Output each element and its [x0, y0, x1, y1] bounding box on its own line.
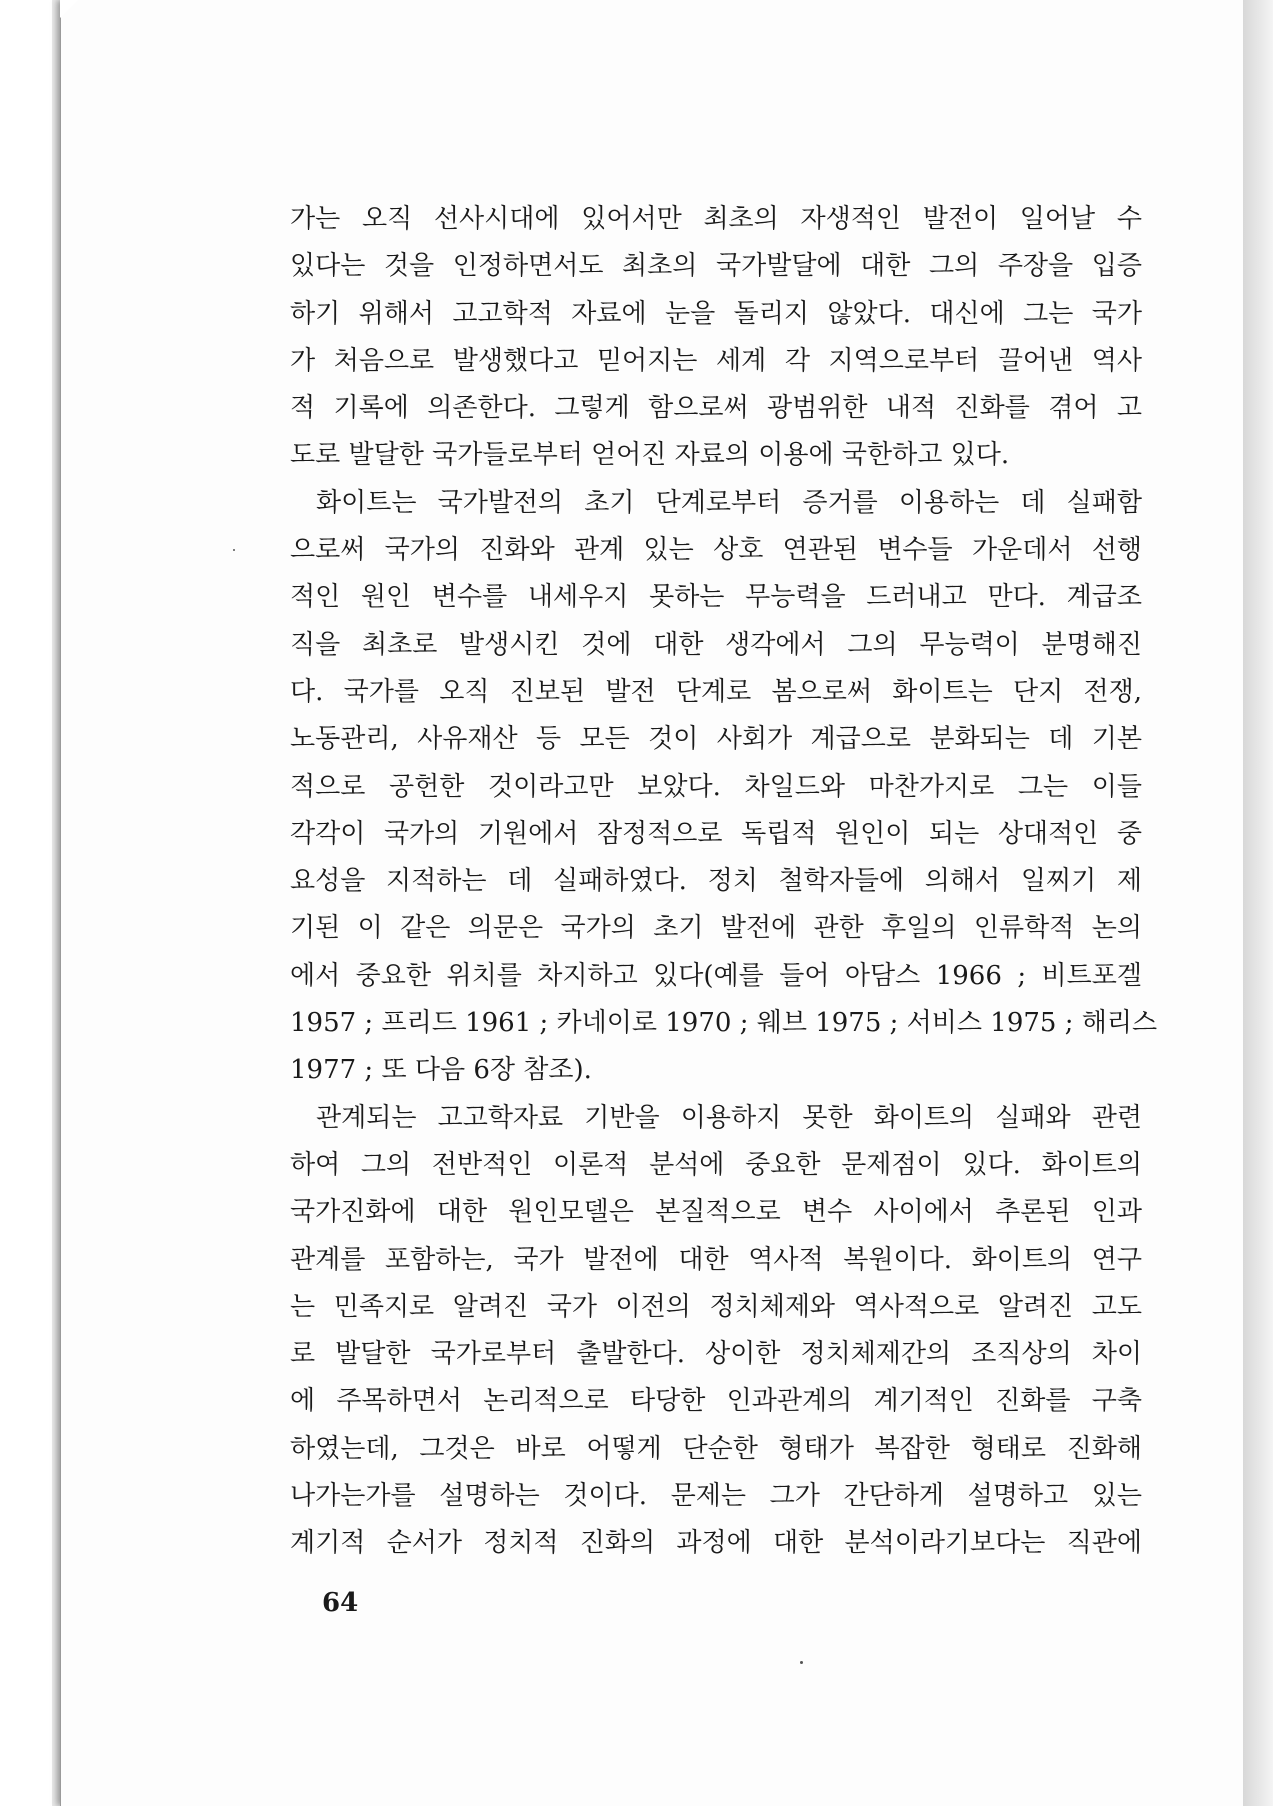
- text-line: 는 민족지로 알려진 국가 이전의 정치체제와 역사적으로 알려진 고도: [290, 1291, 1142, 1322]
- text-line: 적인 원인 변수를 내세우지 못하는 무능력을 드러내고 만다. 계급조: [290, 582, 1142, 613]
- text-line: 국가진화에 대한 원인모델은 본질적으로 변수 사이에서 추론된 인과: [290, 1197, 1142, 1228]
- text-line: 적 기록에 의존한다. 그렇게 함으로써 광범위한 내적 진화를 겪어 고: [290, 393, 1142, 424]
- text-line: 1977 ; 또 다음 6장 참조).: [290, 1055, 592, 1086]
- page-corner: [60, 0, 78, 18]
- text-line: 로 발달한 국가로부터 출발한다. 상이한 정치체제간의 조직상의 차이: [290, 1339, 1142, 1370]
- text-line: 직을 최초로 발생시킨 것에 대한 생각에서 그의 무능력이 분명해진: [290, 629, 1142, 660]
- text-line: 계기적 순서가 정치적 진화의 과정에 대한 분석이라기보다는 직관에: [290, 1528, 1142, 1559]
- text-line: 가는 오직 선사시대에 있어서만 최초의 자생적인 발전이 일어날 수: [290, 204, 1142, 234]
- text-line: 기된 이 같은 의문은 국가의 초기 발전에 관한 후일의 인류학적 논의: [290, 913, 1142, 944]
- print-speck: [800, 1661, 803, 1664]
- text-line: 있다는 것을 인정하면서도 최초의 국가발달에 대한 그의 주장을 입증: [290, 251, 1142, 282]
- text-line: 가 처음으로 발생했다고 믿어지는 세계 각 지역으로부터 끌어낸 역사: [290, 345, 1142, 376]
- text-line: 으로써 국가의 진화와 관계 있는 상호 연관된 변수들 가운데서 선행: [290, 535, 1142, 566]
- text-line: 에서 중요한 위치를 차지하고 있다(예를 들어 아담스 1966 ; 비트포겔: [290, 960, 1142, 991]
- text-line: 적으로 공헌한 것이라고만 보았다. 차일드와 마찬가지로 그는 이들: [290, 771, 1142, 802]
- text-line: 나가는가를 설명하는 것이다. 문제는 그가 간단하게 설명하고 있는: [290, 1481, 1142, 1512]
- text-line: 다. 국가를 오직 진보된 발전 단계로 봄으로써 화이트는 단지 전쟁,: [290, 676, 1142, 707]
- body-text: [290, 196, 1158, 1568]
- text-line: 하여 그의 전반적인 이론적 분석에 중요한 문제점이 있다. 화이트의: [290, 1149, 1142, 1180]
- text-line: 하기 위해서 고고학적 자료에 눈을 돌리지 않았다. 대신에 그는 국가: [290, 298, 1142, 329]
- page-right-edge: [1243, 0, 1273, 1806]
- text-line: 요성을 지적하는 데 실패하였다. 정치 철학자들에 의해서 일찌기 제: [290, 866, 1142, 897]
- text-line: 도로 발달한 국가들로부터 얻어진 자료의 이용에 국한하고 있다.: [290, 440, 1010, 471]
- print-speck: [233, 549, 235, 551]
- text-line: 각각이 국가의 기원에서 잠정적으로 독립적 원인이 되는 상대적인 중: [290, 818, 1142, 849]
- text-line: 1957 ; 프리드 1961 ; 카네이로 1970 ; 웨브 1975 ; 서비스 1975 ; 해리스: [290, 1008, 1158, 1039]
- text-line: 관계되는 고고학자료 기반을 이용하지 못한 화이트의 실패와 관련: [316, 1102, 1142, 1133]
- text-line: 에 주목하면서 논리적으로 타당한 인과관계의 계기적인 진화를 구축: [290, 1386, 1142, 1417]
- text-line: 하였는데, 그것은 바로 어떻게 단순한 형태가 복잡한 형태로 진화해: [290, 1433, 1142, 1464]
- text-line: 관계를 포함하는, 국가 발전에 대한 역사적 복원이다. 화이트의 연구: [290, 1244, 1142, 1275]
- text-line: 화이트는 국가발전의 초기 단계로부터 증거를 이용하는 데 실패함: [316, 487, 1142, 518]
- page-number: 64: [322, 1588, 359, 1618]
- text-line: 노동관리, 사유재산 등 모든 것이 사회가 계급으로 분화되는 데 기본: [290, 724, 1142, 755]
